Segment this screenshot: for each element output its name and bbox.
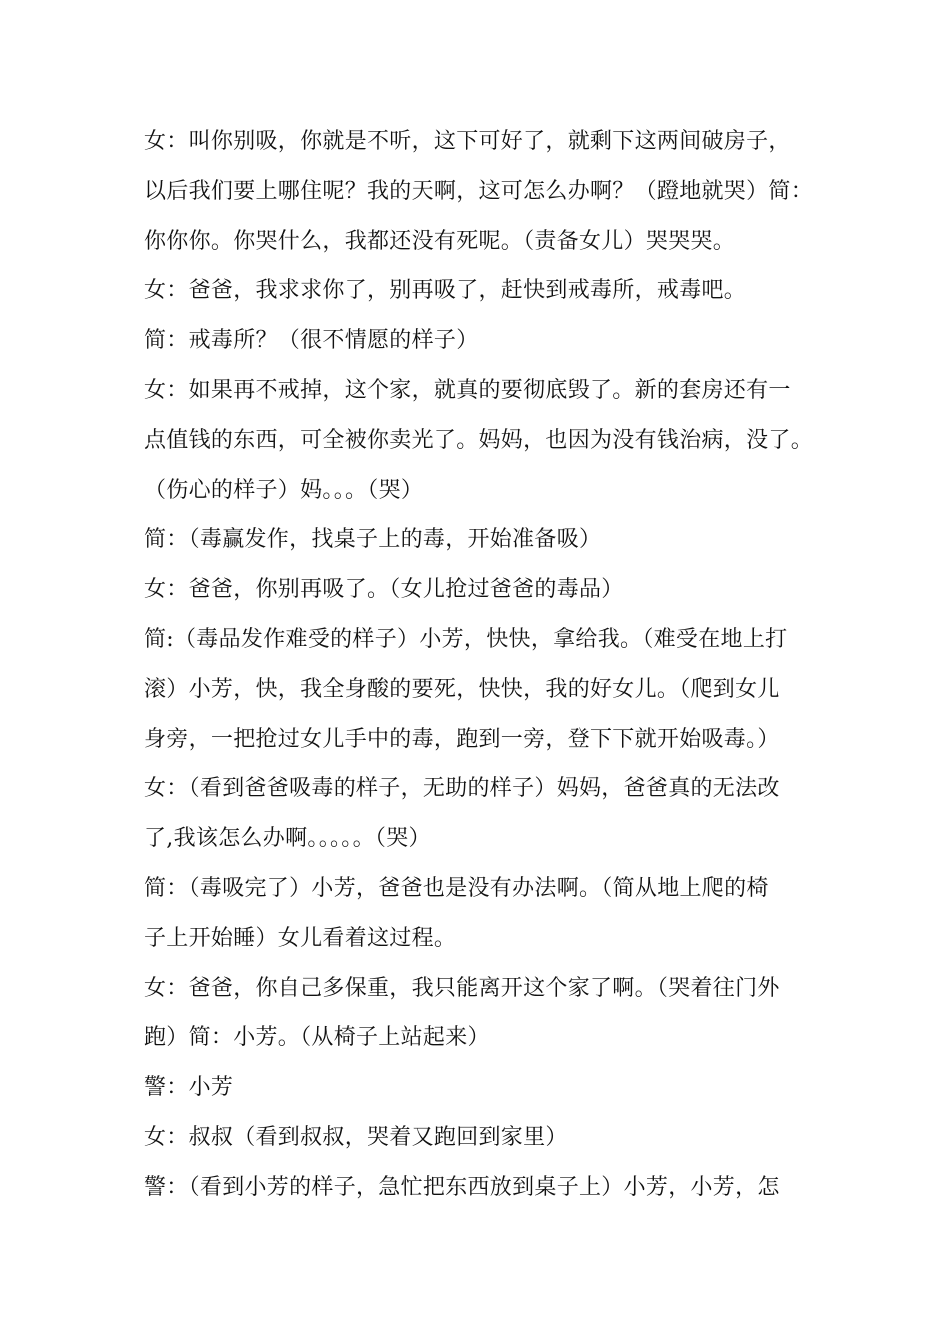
text-line: 子上开始睡）女儿看着这过程。 bbox=[144, 925, 457, 951]
text-line: 女：叫你别吸，你就是不听，这下可好了，就剩下这两间破房子， bbox=[144, 129, 791, 154]
text-line: 简:（毒品发作难受的样子）小芳，快快，拿给我。（难受在地上打 bbox=[144, 626, 788, 652]
text-line: 你你你。你哭什么，我都还没有死呢。（责备女儿）哭哭哭。 bbox=[144, 228, 736, 254]
text-line: 了,我该怎么办啊。。。。。（哭） bbox=[144, 826, 431, 852]
text-line: 身旁，一把抢过女儿手中的毒，跑到一旁，登下下就开始吸毒。） bbox=[144, 726, 780, 752]
text-line: 女：爸爸，你自己多保重，我只能离开这个家了啊。（哭着往门外 bbox=[144, 975, 780, 1001]
text-line: （伤心的样子）妈。。。（哭） bbox=[144, 477, 424, 503]
text-line: 女：（看到爸爸吸毒的样子，无助的样子）妈妈，爸爸真的无法改 bbox=[144, 776, 780, 802]
script-text bbox=[144, 117, 814, 1213]
text-line: 女：叔叔（看到叔叔，哭着又跑回到家里） bbox=[144, 1124, 568, 1150]
text-line: 以后我们要上哪住呢？我的天啊，这可怎么办啊？（蹬地就哭）简： bbox=[144, 178, 814, 204]
text-line: 简：戒毒所？（很不情愿的样子） bbox=[144, 328, 479, 354]
text-line: 简：（毒赢发作，找桌子上的毒，开始准备吸） bbox=[144, 527, 602, 553]
text-line: 警：小芳 bbox=[144, 1075, 234, 1101]
text-line: 女：如果再不戒掉，这个家，就真的要彻底毁了。新的套房还有一 bbox=[144, 377, 791, 403]
text-line: 点值钱的东西，可全被你卖光了。妈妈，也因为没有钱治病，没了。 bbox=[144, 427, 814, 453]
text-line: 滚）小芳，快，我全身酸的要死，快快，我的好女儿。（爬到女儿 bbox=[144, 676, 780, 702]
text-line: 跑）简：小芳。（从椅子上站起来） bbox=[144, 1025, 490, 1051]
text-line: 女：爸爸，我求求你了，别再吸了，赶快到戒毒所，戒毒吧。 bbox=[144, 278, 747, 304]
text-line: 警：（看到小芳的样子，急忙把东西放到桌子上）小芳，小芳，怎 bbox=[144, 1174, 780, 1200]
text-line: 女：爸爸，你别再吸了。（女儿抢过爸爸的毒品） bbox=[144, 577, 624, 603]
text-line: 简：（毒吸完了）小芳，爸爸也是没有办法啊。（简从地上爬的椅 bbox=[144, 875, 769, 901]
